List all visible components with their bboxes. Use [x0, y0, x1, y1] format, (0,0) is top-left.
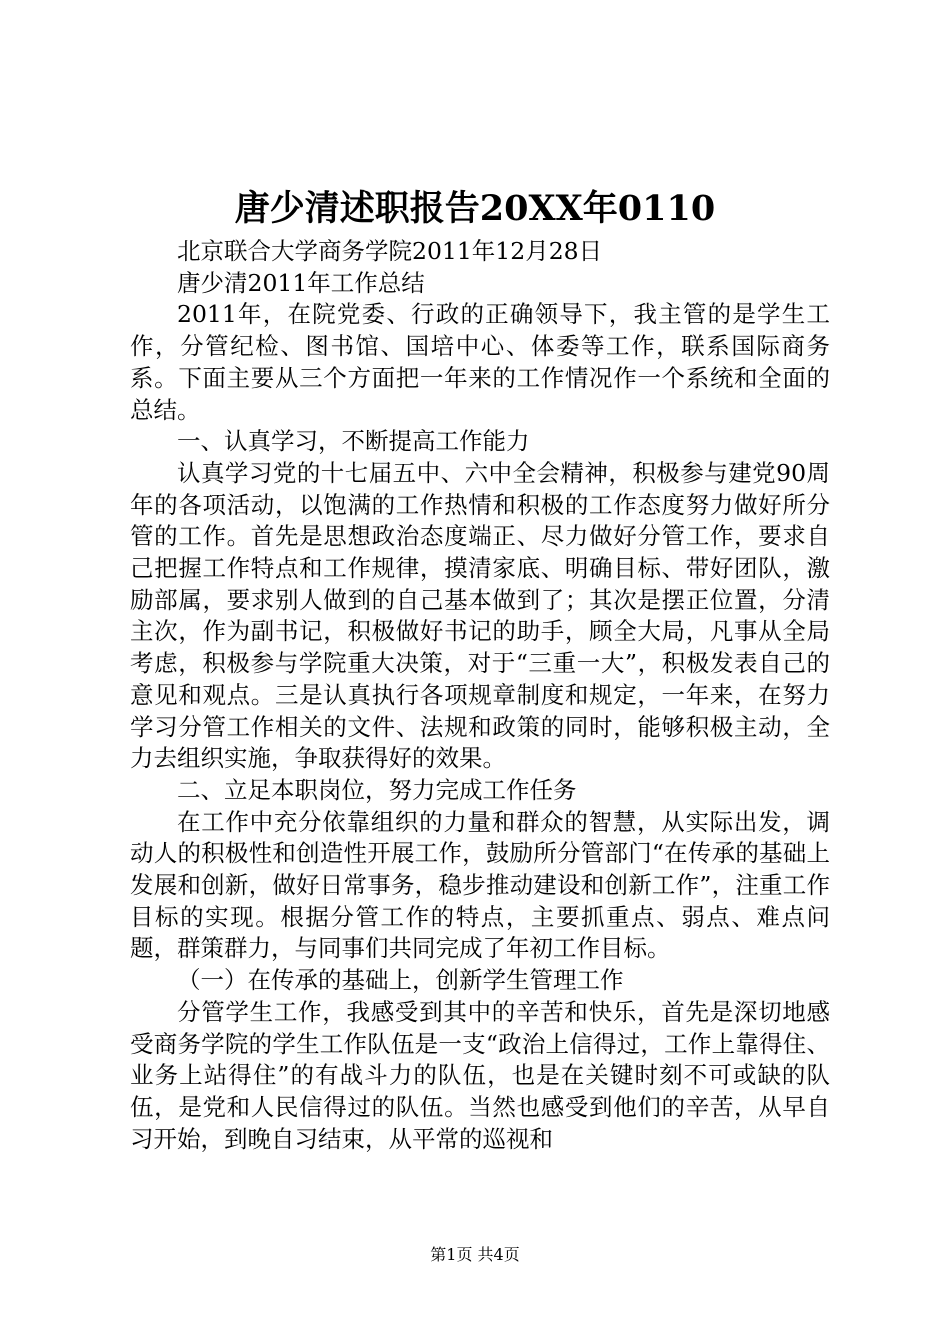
section-1-paragraph: 认真学习党的十七届五中、六中全会精神，积极参与建党90周年的各项活动，以饱满的工作热情和积极的工作态度努力做好所分管的工作。首先是思想政治态度端正、尽力做好分管工作，要求自己把握工作特点和工作规律，摸清家底、明确目标、带好团队，激励部属，要求别人做到的自己基本做到了；其次是摆正位置，分清主次，作为副书记，积极做好书记的助手，顾全大局，凡事从全局考虑，积极参与学院重大决策，对于“三重一大”，积极发表自己的意见和观点。三是认真执行各项规章制度和规定，一年来，在努力学习分管工作相关的文件、法规和政策的同时，能够积极主动，全力去组织实施，争取获得好的效果。 — [130, 458, 830, 773]
subtitle-line: 唐少清2011年工作总结 — [177, 268, 425, 297]
subsection-heading-1: （一）在传承的基础上，创新学生管理工作 — [177, 966, 624, 995]
document-body — [130, 236, 830, 1155]
page-number-footer: 第1页 共4页 — [430, 1245, 520, 1264]
section-heading-1: 一、认真学习，不断提高工作能力 — [177, 427, 530, 456]
document-title: 唐少清述职报告20XX年0110 — [234, 188, 716, 229]
section-heading-2: 二、立足本职岗位，努力完成工作任务 — [177, 775, 577, 804]
date-line: 北京联合大学商务学院2011年12月28日 — [177, 237, 603, 265]
subsection-1-paragraph: 分管学生工作，我感受到其中的辛苦和快乐，首先是深切地感受商务学院的学生工作队伍是一支“政治上信得过，工作上靠得住、业务上站得住”的有战斗力的队伍，也是在关键时刻不可或缺的队伍，是党和人民信得过的队伍。当然也感受到他们的辛苦，从早自习开始，到晚自习结束，从平常的巡视和 — [130, 997, 830, 1153]
intro-paragraph: 2011年，在院党委、行政的正确领导下，我主管的是学生工作，分管纪检、图书馆、国培中心、体委等工作，联系国际商务系。下面主要从三个方面把一年来的工作情况作一个系统和全面的总结。 — [130, 300, 830, 424]
section-2-paragraph: 在工作中充分依靠组织的力量和群众的智慧，从实际出发，调动人的积极性和创造性开展工作，鼓励所分管部门“在传承的基础上发展和创新，做好日常事务，稳步推动建设和创新工作”，注重工作目标的实现。根据分管工作的特点，主要抓重点、弱点、难点问题，群策群力，与同事们共同完成了年初工作目标。 — [130, 807, 830, 963]
